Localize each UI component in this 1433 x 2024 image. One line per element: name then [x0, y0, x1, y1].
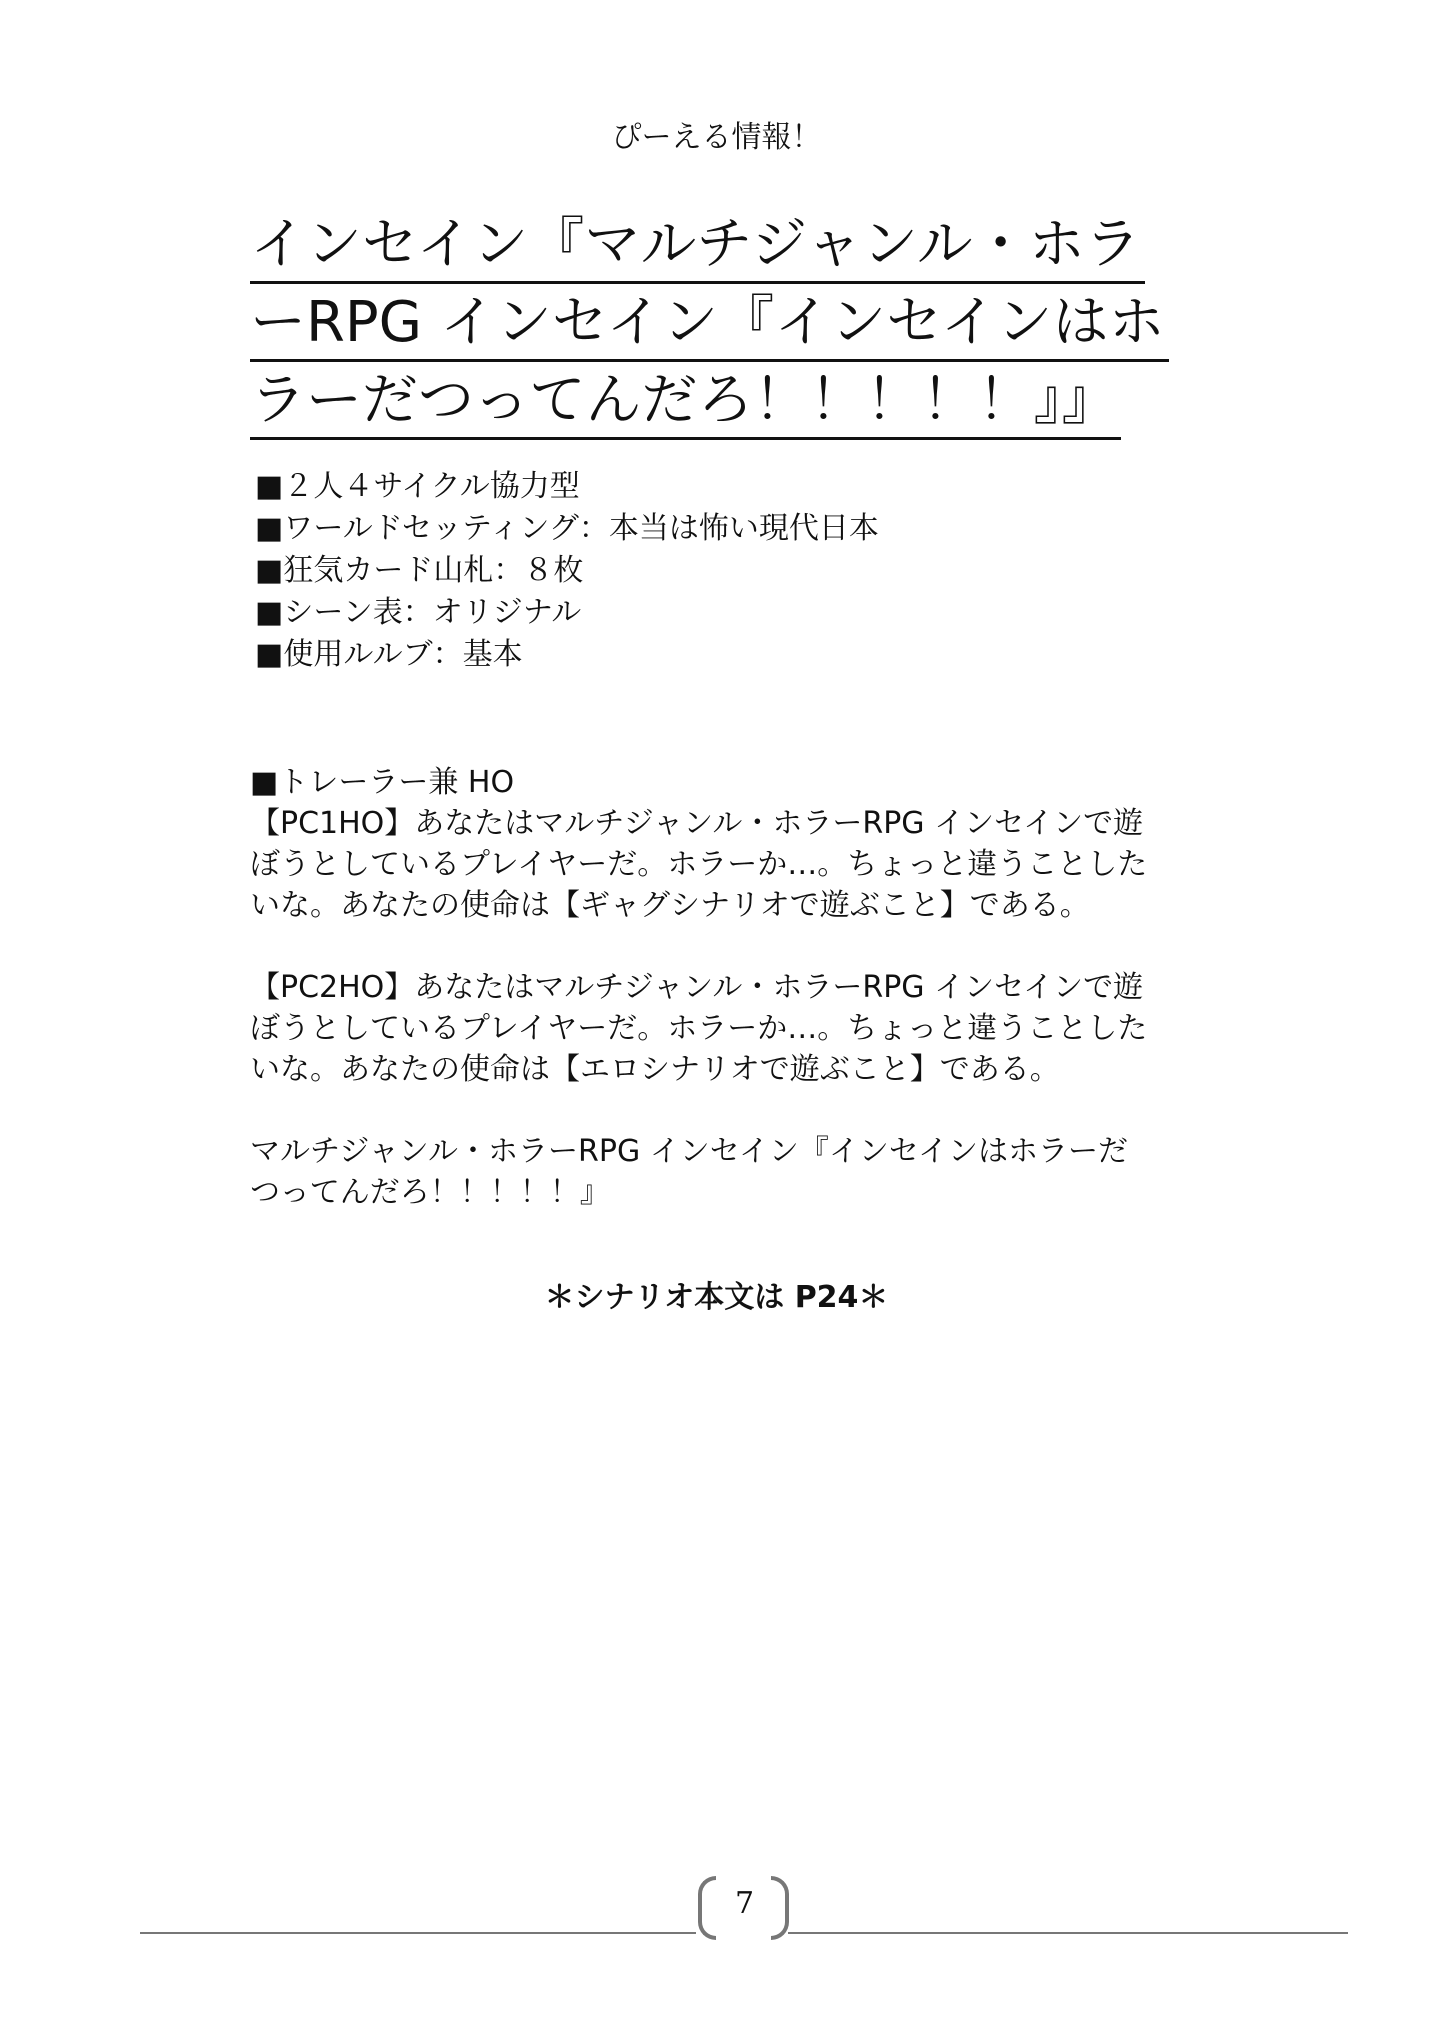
paragraph-gap [250, 1090, 1240, 1131]
scenario-title [250, 206, 1240, 440]
pc2-handout-line: いな。あなたの使命は【エロシナリオで遊ぶこと】である。 [250, 1052, 1060, 1087]
title-line-1: インセイン『マルチジャンル・ホラ [250, 209, 1145, 284]
closing-line: マルチジャンル・ホラーRPG インセイン『インセインはホラーだ [250, 1134, 1128, 1169]
page-header: ぴーえる情報！ [611, 120, 822, 155]
scenario-page-note: ＊シナリオ本文は P24＊ [544, 1280, 889, 1315]
spec-world-setting: ■ワールドセッティング：本当は怖い現代日本 [255, 511, 879, 546]
page-number: 7 [734, 1886, 755, 1921]
title-line-3: ラーだつってんだろ！！！！！』』 [250, 365, 1121, 440]
pc1-handout-line: いな。あなたの使命は【ギャグシナリオで遊ぶこと】である。 [250, 888, 1090, 923]
footer-rule-left [140, 1932, 696, 1934]
trailer-section [250, 762, 1240, 1213]
footer-rule-right [788, 1932, 1348, 1934]
paragraph-gap [250, 926, 1240, 967]
pc2-handout-line: ぼうとしているプレイヤーだ。ホラーか…。ちょっと違うことした [250, 1011, 1148, 1046]
pc1-handout-line: 【PC1HO】あなたはマルチジャンル・ホラーRPG インセインで遊 [250, 806, 1144, 841]
closing-line: つってんだろ！！！！！』 [250, 1175, 610, 1210]
trailer-heading: ■トレーラー兼 HO [250, 765, 515, 800]
page-number-bracket-right [771, 1876, 789, 1940]
pc2-handout-line: 【PC2HO】あなたはマルチジャンル・ホラーRPG インセインで遊 [250, 970, 1144, 1005]
title-line-2: ーRPG インセイン『インセインはホ [250, 287, 1169, 362]
spec-rulebook: ■使用ルルブ：基本 [255, 637, 523, 672]
scenario-specs [255, 466, 879, 676]
pc1-handout-line: ぼうとしているプレイヤーだ。ホラーか…。ちょっと違うことした [250, 847, 1148, 882]
spec-madness-deck: ■狂気カード山札：８枚 [255, 553, 584, 588]
spec-players: ■２人４サイクル協力型 [255, 469, 580, 504]
spec-scene-table: ■シーン表：オリジナル [255, 595, 582, 630]
